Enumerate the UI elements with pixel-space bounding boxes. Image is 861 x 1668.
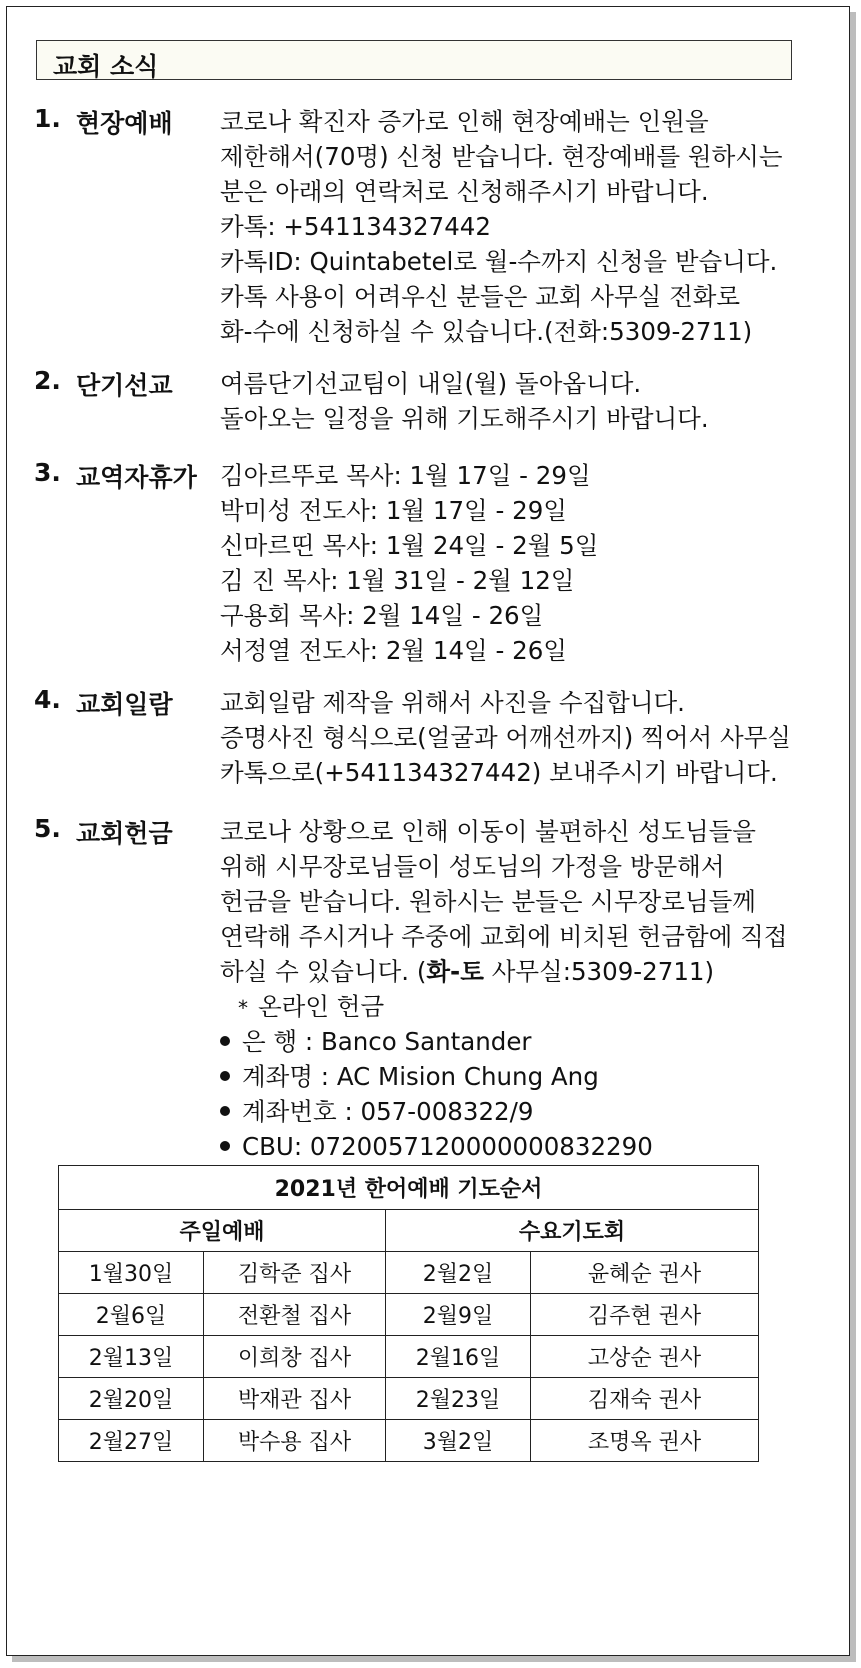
table-cell: 2월6일	[59, 1294, 204, 1336]
section-number: 4.	[34, 685, 61, 714]
bank-info-text: CBU: 0720057120000000832290	[242, 1132, 653, 1161]
section-title: 단기선교	[76, 371, 173, 400]
table-cell: 2월9일	[386, 1294, 531, 1336]
section-title: 교회헌금	[76, 819, 173, 848]
body-line: 카톡ID: Quintabetel로 월-수까지 신청을 받습니다.	[220, 247, 778, 276]
table-title: 2021년 한어예배 기도순서	[59, 1166, 759, 1210]
bank-info-item	[220, 1129, 810, 1164]
table-cell: 고상순 권사	[531, 1336, 759, 1378]
body-line: 화-수에 신청하실 수 있습니다.(전화:5309-2711)	[220, 317, 753, 346]
table-cell: 김주현 권사	[531, 1294, 759, 1336]
online-offering-heading	[220, 989, 810, 1024]
table-cell: 김재숙 권사	[531, 1378, 759, 1420]
section-body	[220, 814, 810, 1164]
body-line: 증명사진 형식으로(얼굴과 어깨선까지) 찍어서 사무실	[220, 723, 791, 752]
bank-info-item	[220, 1094, 810, 1129]
bank-info-item	[220, 1024, 810, 1059]
body-line: 카톡: +541134327442	[220, 212, 491, 241]
table-cell: 2월16일	[386, 1336, 531, 1378]
body-line: 코로나 상황으로 인해 이동이 불편하신 성도님들을	[220, 817, 756, 846]
table-row	[59, 1336, 759, 1378]
line-text: 사무실:5309-2711)	[483, 957, 715, 986]
table-cell: 이희창 집사	[204, 1336, 386, 1378]
body-line: 카톡으로(+541134327442) 보내주시기 바랍니다.	[220, 758, 778, 787]
wednesday-prayer-header: 수요기도회	[386, 1210, 759, 1252]
table-cell: 2월20일	[59, 1378, 204, 1420]
table-cell: 윤혜순 권사	[531, 1252, 759, 1294]
table-cell: 2월2일	[386, 1252, 531, 1294]
page-title: 교회 소식	[53, 52, 159, 81]
bullet-icon	[220, 1141, 230, 1151]
section-title: 교역자휴가	[76, 463, 197, 492]
table-cell: 박수용 집사	[204, 1420, 386, 1462]
table-cell: 김학준 집사	[204, 1252, 386, 1294]
body-line: 서정열 전도사: 2월 14일 - 26일	[220, 636, 567, 665]
body-line: 분은 아래의 연락처로 신청해주시기 바랍니다.	[220, 177, 709, 206]
bullet-icon	[220, 1071, 230, 1081]
body-line: 박미성 전도사: 1월 17일 - 29일	[220, 496, 567, 525]
section-header-box	[36, 40, 792, 80]
office-days: 화-토	[426, 957, 484, 986]
table-cell: 조명옥 권사	[531, 1420, 759, 1462]
body-line: 헌금을 받습니다. 원하시는 분들은 시무장로님들께	[220, 887, 756, 916]
table-cell: 1월30일	[59, 1252, 204, 1294]
body-line: 카톡 사용이 어려우신 분들은 교회 사무실 전화로	[220, 282, 741, 311]
table-row	[59, 1420, 759, 1462]
table-row	[59, 1294, 759, 1336]
table-cell: 2월23일	[386, 1378, 531, 1420]
table-cell: 전환철 집사	[204, 1294, 386, 1336]
table-cell: 박재관 집사	[204, 1378, 386, 1420]
asterisk-icon: *	[238, 996, 248, 1020]
body-line: 제한해서(70명) 신청 받습니다. 현장예배를 원하시는	[220, 142, 783, 171]
prayer-schedule-table	[58, 1165, 759, 1462]
body-line: 위해 시무장로님들이 성도님의 가정을 방문해서	[220, 852, 725, 881]
section-number: 1.	[34, 104, 61, 133]
body-line: 김 진 목사: 1월 31일 - 2월 12일	[220, 566, 575, 595]
section-body	[220, 104, 810, 349]
body-line: 교회일람 제작을 위해서 사진을 수집합니다.	[220, 688, 685, 717]
table-cell: 3월2일	[386, 1420, 531, 1462]
body-line: 신마르띤 목사: 1월 24일 - 2월 5일	[220, 531, 599, 560]
table-row	[59, 1252, 759, 1294]
section-number: 2.	[34, 366, 61, 395]
online-offering-label: 온라인 헌금	[258, 992, 385, 1021]
bank-info-text: 계좌명 : AC Mision Chung Ang	[242, 1062, 599, 1091]
body-line: 김아르뚜로 목사: 1월 17일 - 29일	[220, 461, 591, 490]
body-line: 돌아오는 일정을 위해 기도해주시기 바랍니다.	[220, 404, 709, 433]
table-cell: 2월13일	[59, 1336, 204, 1378]
line-text: 하실 수 있습니다. (	[220, 957, 427, 986]
bank-info-text: 은 행 : Banco Santander	[242, 1027, 532, 1056]
body-line: 여름단기선교팀이 내일(월) 돌아옵니다.	[220, 369, 642, 398]
sunday-worship-header: 주일예배	[59, 1210, 386, 1252]
body-line	[220, 954, 810, 989]
bank-info-item	[220, 1059, 810, 1094]
table-row	[59, 1378, 759, 1420]
section-number: 3.	[34, 458, 61, 487]
body-line: 연락해 주시거나 주중에 교회에 비치된 헌금함에 직접	[220, 922, 788, 951]
bullet-icon	[220, 1106, 230, 1116]
bank-info-text: 계좌번호 : 057-008322/9	[242, 1097, 534, 1126]
table-cell: 2월27일	[59, 1420, 204, 1462]
table-title-row	[59, 1166, 759, 1210]
section-title: 현장예배	[76, 109, 173, 138]
section-title: 교회일람	[76, 690, 173, 719]
section-number: 5.	[34, 814, 61, 843]
section-body	[220, 685, 810, 790]
table-header-row	[59, 1210, 759, 1252]
bullet-icon	[220, 1036, 230, 1046]
body-line: 구용회 목사: 2월 14일 - 26일	[220, 601, 544, 630]
body-line: 코로나 확진자 증가로 인해 현장예배는 인원을	[220, 107, 709, 136]
section-body	[220, 366, 810, 436]
section-body	[220, 458, 810, 668]
